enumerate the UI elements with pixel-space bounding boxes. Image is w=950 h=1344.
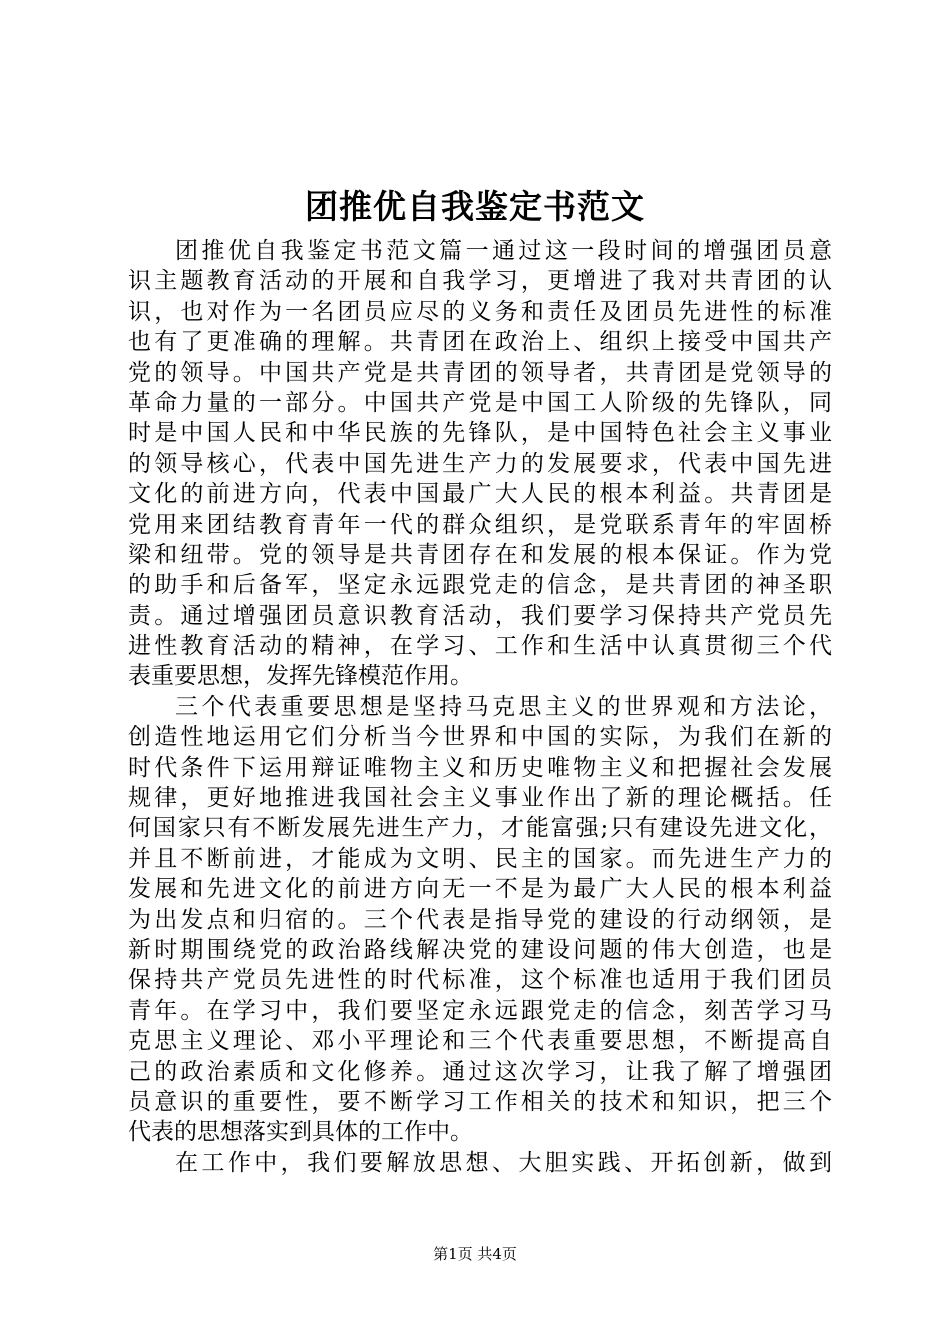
paragraph-1-line: 时是中国人民和中华民族的先锋队，是中国特色社会主义事业 (128, 420, 832, 447)
paragraph-2-line: 代表的思想落实到具体的工作中。 (128, 1119, 473, 1146)
document-title: 团推优自我鉴定书范文 (305, 187, 645, 226)
paragraph-1-line: 也有了更准确的理解。共青团在政治上、组织上接受中国共产 (128, 329, 832, 356)
paragraph-2-line: 规律，更好地推进我国社会主义事业作出了新的理论概括。任 (128, 785, 832, 812)
paragraph-2-line: 克思主义理论、邓小平理论和三个代表重要思想，不断提高自 (128, 1028, 832, 1055)
paragraph-1-line: 识主题教育活动的开展和自我学习，更增进了我对共青团的认 (128, 268, 832, 295)
paragraph-2-line: 发展和先进文化的前进方向无一不是为最广大人民的根本利益 (128, 876, 832, 903)
document-body (128, 236, 832, 1178)
page-number-footer: 第1页 共4页 (433, 1245, 517, 1263)
paragraph-1-line: 的领导核心，代表中国先进生产力的发展要求，代表中国先进 (128, 450, 832, 477)
paragraph-1-line: 进性教育活动的精神，在学习、工作和生活中认真贯彻三个代 (128, 633, 832, 660)
paragraph-1-line: 文化的前进方向，代表中国最广大人民的根本利益。共青团是 (128, 481, 832, 508)
paragraph-2-line: 青年。在学习中，我们要坚定永远跟党走的信念，刻苦学习马 (128, 997, 832, 1024)
paragraph-1-line: 党的领导。中国共产党是共青团的领导者，共青团是党领导的 (128, 359, 832, 386)
paragraph-2-line: 员意识的重要性，要不断学习工作相关的技术和知识，把三个 (128, 1088, 832, 1115)
paragraph-1-line: 责。通过增强团员意识教育活动，我们要学习保持共产党员先 (128, 602, 832, 629)
paragraph-1-line: 党用来团结教育青年一代的群众组织，是党联系青年的牢固桥 (128, 511, 832, 538)
paragraph-1-line: 革命力量的一部分。中国共产党是中国工人阶级的先锋队，同 (128, 389, 832, 416)
paragraph-1-line: 表重要思想，发挥先锋模范作用。 (128, 663, 473, 690)
paragraph-2-line: 时代条件下运用辩证唯物主义和历史唯物主义和把握社会发展 (128, 754, 832, 781)
paragraph-2-line: 并且不断前进，才能成为文明、民主的国家。而先进生产力的 (128, 845, 832, 872)
paragraph-2-line: 为出发点和归宿的。三个代表是指导党的建设的行动纲领，是 (128, 906, 832, 933)
paragraph-3-line: 在工作中，我们要解放思想、大胆实践、开拓创新，做到 (175, 1149, 832, 1176)
paragraph-2-line: 三个代表重要思想是坚持马克思主义的世界观和方法论， (175, 693, 832, 720)
paragraph-1-line: 识，也对作为一名团员应尽的义务和责任及团员先进性的标准 (128, 298, 832, 325)
paragraph-2-line: 创造性地运用它们分析当今世界和中国的实际，为我们在新的 (128, 724, 832, 751)
paragraph-1-line: 的助手和后备军，坚定永远跟党走的信念，是共青团的神圣职 (128, 572, 832, 599)
paragraph-1-line: 梁和纽带。党的领导是共青团存在和发展的根本保证。作为党 (128, 541, 832, 568)
paragraph-2-line: 己的政治素质和文化修养。通过这次学习，让我了解了增强团 (128, 1058, 832, 1085)
paragraph-1-line: 团推优自我鉴定书范文篇一通过这一段时间的增强团员意 (175, 238, 832, 264)
paragraph-2-line: 保持共产党员先进性的时代标准，这个标准也适用于我们团员 (128, 967, 832, 994)
paragraph-2-line: 新时期围绕党的政治路线解决党的建设问题的伟大创造，也是 (128, 936, 832, 963)
paragraph-2-line: 何国家只有不断发展先进生产力，才能富强;只有建设先进文化， (128, 815, 832, 842)
